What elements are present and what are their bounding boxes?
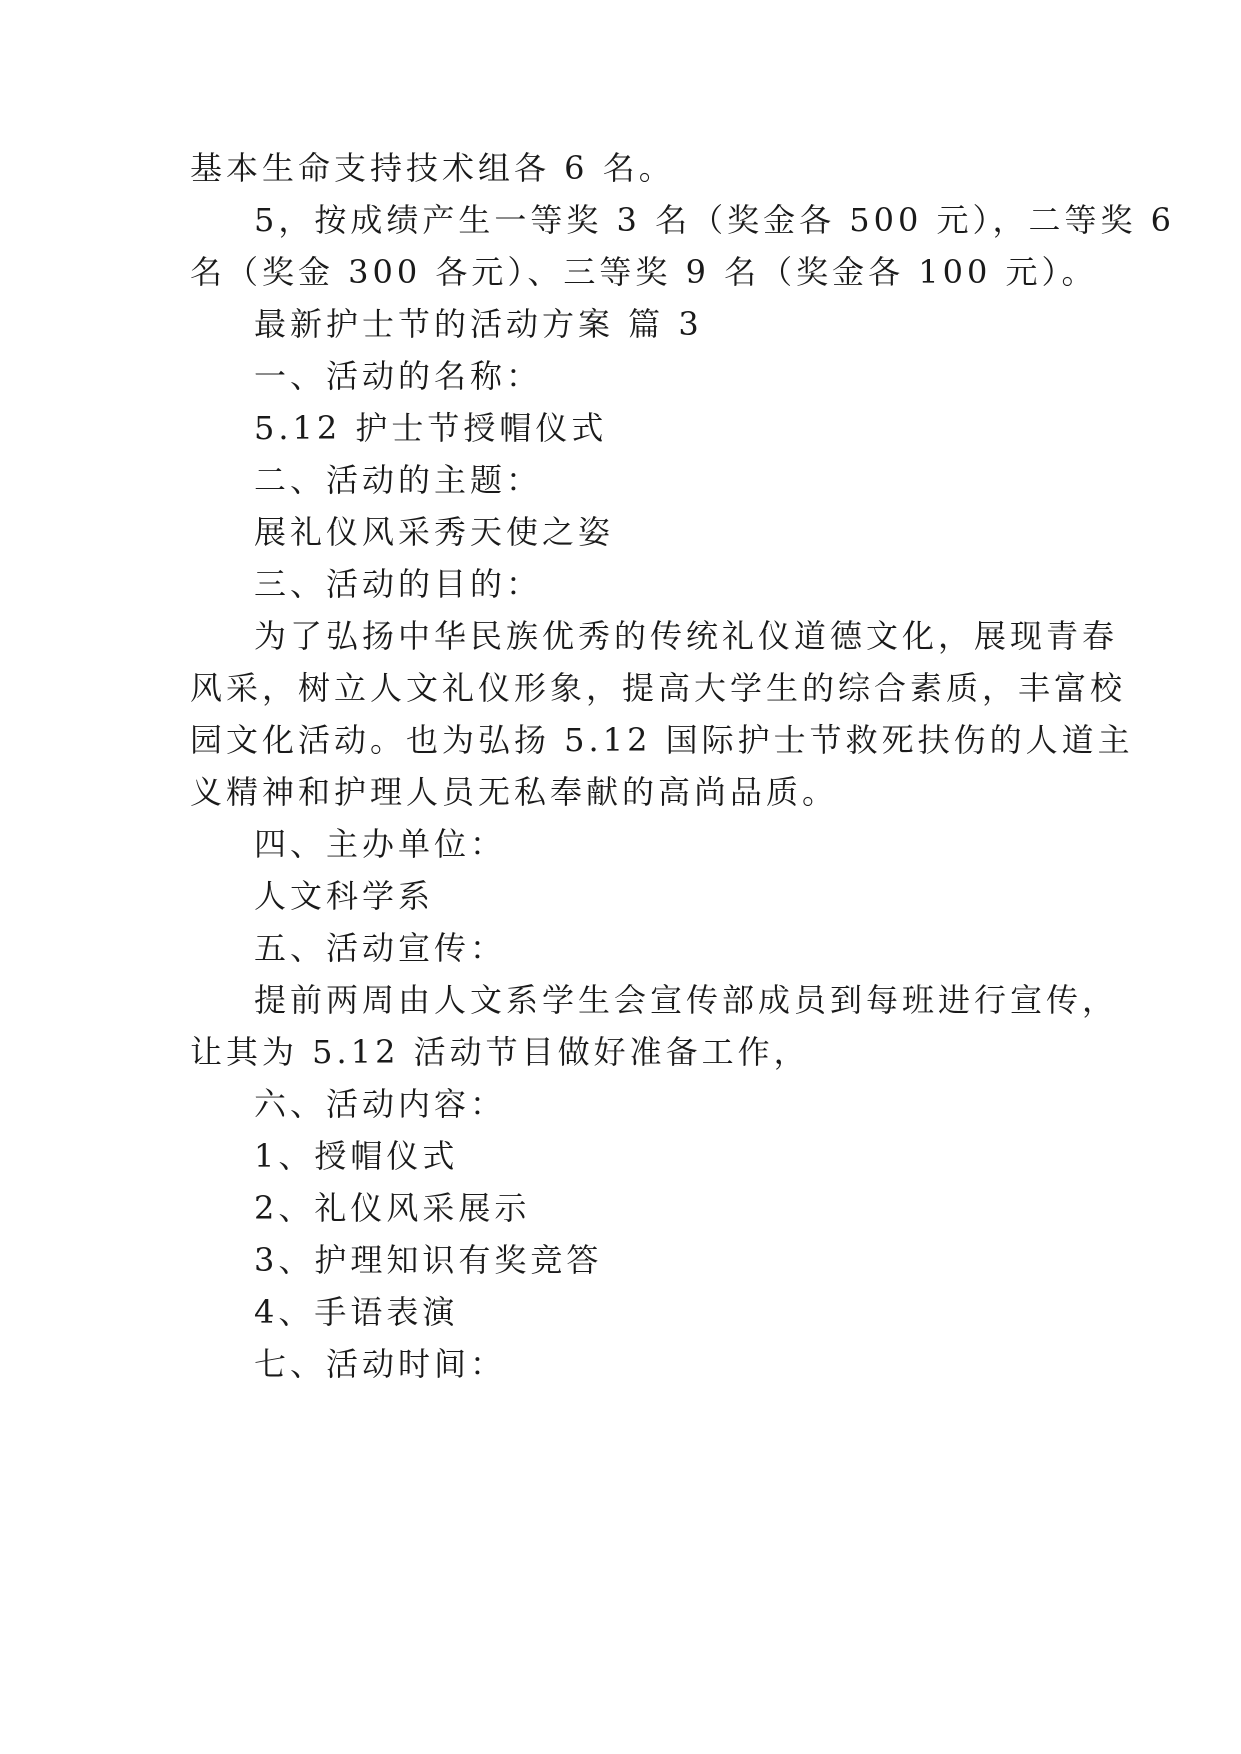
text-line: 基本生命支持技术组各 6 名。 [190,149,675,187]
text-line: 5.12 护士节授帽仪式 [254,409,608,447]
heading: 三、活动的目的： [254,565,543,603]
text-line: 园文化活动。也为弘扬 5.12 国际护士节救死扶伤的人道主 [190,721,1134,759]
text-line: 风采，树立人文礼仪形象，提高大学生的综合素质，丰富校 [190,669,1127,707]
list-item: 2、礼仪风采展示 [254,1189,531,1227]
heading: 七、活动时间： [254,1345,507,1383]
list-item: 4、手语表演 [254,1293,459,1331]
heading: 六、活动内容： [254,1085,507,1123]
list-item: 3、护理知识有奖竞答 [254,1241,603,1279]
heading: 一、活动的名称： [254,357,543,395]
text-line: 展礼仪风采秀天使之姿 [254,513,615,551]
heading: 二、活动的主题： [254,461,543,499]
section-title: 最新护士节的活动方案 篇 3 [254,305,703,343]
text-line: 义精神和护理人员无私奉献的高尚品质。 [190,773,839,811]
list-item: 1、授帽仪式 [254,1137,459,1175]
heading: 四、主办单位： [254,825,507,863]
text-line: 让其为 5.12 活动节目做好准备工作， [190,1033,810,1071]
text-line: 5，按成绩产生一等奖 3 名（奖金各 500 元），二等奖 6 [254,201,1176,239]
text-line: 人文科学系 [254,877,435,915]
heading: 五、活动宣传： [254,929,507,967]
text-line: 名（奖金 300 各元）、三等奖 9 名（奖金各 100 元）。 [190,253,1098,291]
text-line: 提前两周由人文系学生会宣传部成员到每班进行宣传， [254,981,1119,1019]
text-line: 为了弘扬中华民族优秀的传统礼仪道德文化，展现青春 [254,617,1119,655]
